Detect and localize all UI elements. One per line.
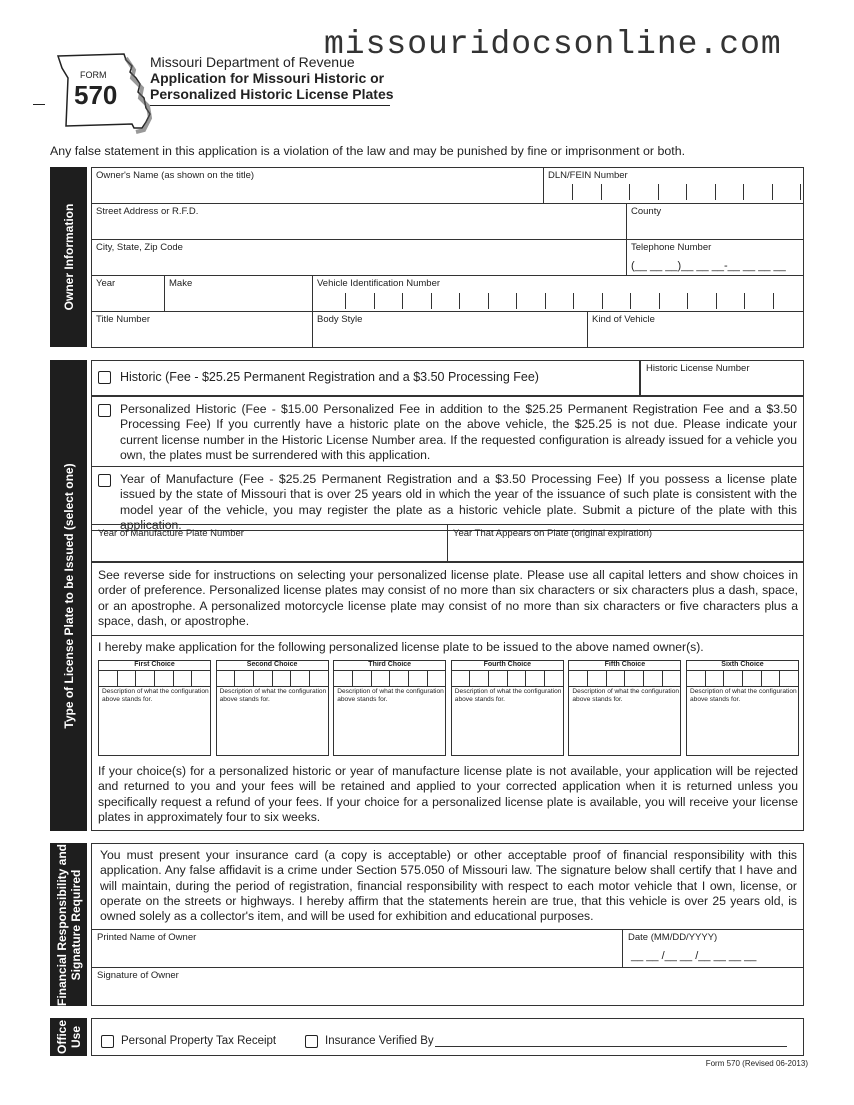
character-cell[interactable] bbox=[291, 671, 310, 686]
divider bbox=[543, 167, 544, 203]
character-cell[interactable] bbox=[390, 671, 409, 686]
plate-type-sidebar bbox=[50, 360, 87, 831]
owner-information-section bbox=[91, 167, 804, 348]
body-style-field[interactable]: Body Style bbox=[317, 314, 363, 325]
plate-type-label: Type of License Plate to be Issued (select one) bbox=[61, 462, 76, 729]
character-box-divider bbox=[630, 293, 631, 309]
page-subtitle: Personalized Historic License Plates bbox=[150, 86, 394, 102]
date-field[interactable]: Date (MM/DD/YYYY) bbox=[628, 932, 718, 943]
financial-sidebar bbox=[50, 843, 87, 1006]
date-format: __ __ /__ __ /__ __ __ __ bbox=[631, 950, 757, 962]
office-use-sidebar bbox=[50, 1018, 87, 1056]
character-box-divider bbox=[572, 184, 573, 200]
character-box-divider bbox=[658, 184, 659, 200]
character-cell[interactable] bbox=[569, 671, 588, 686]
character-box-divider bbox=[601, 184, 602, 200]
character-box-divider bbox=[545, 293, 546, 309]
vin-field[interactable]: Vehicle Identification Number bbox=[317, 278, 441, 289]
choice-heading: Third Choice bbox=[368, 661, 412, 668]
divider bbox=[91, 275, 804, 276]
personalized-historic-checkbox[interactable] bbox=[98, 404, 111, 417]
character-box-divider bbox=[629, 184, 630, 200]
tax-receipt-label: Personal Property Tax Receipt bbox=[121, 1035, 277, 1047]
character-cell[interactable] bbox=[724, 671, 743, 686]
plate-choice-box[interactable] bbox=[451, 660, 564, 756]
character-cell[interactable] bbox=[743, 671, 762, 686]
choice-description-label: Description of what the configuration above stands for. bbox=[337, 688, 444, 703]
form-revision-footer: Form 570 (Revised 06-2013) bbox=[705, 1059, 808, 1068]
divider bbox=[91, 466, 804, 467]
character-cell[interactable] bbox=[508, 671, 527, 686]
character-box-divider bbox=[773, 293, 774, 309]
county-field[interactable]: County bbox=[631, 206, 662, 217]
signature-field[interactable]: Signature of Owner bbox=[97, 970, 179, 981]
character-box-divider bbox=[716, 293, 717, 309]
character-box-divider bbox=[431, 293, 432, 309]
watermark: missouridocsonline.com bbox=[324, 26, 782, 63]
character-cell[interactable] bbox=[254, 671, 273, 686]
character-box-divider bbox=[402, 293, 403, 309]
character-cell[interactable] bbox=[428, 671, 446, 686]
character-box-divider bbox=[800, 184, 801, 200]
historic-checkbox[interactable] bbox=[98, 371, 111, 384]
character-cell[interactable] bbox=[452, 671, 471, 686]
divider bbox=[91, 635, 804, 636]
insurance-verified-checkbox[interactable] bbox=[305, 1035, 318, 1048]
choice-heading: Fourth Choice bbox=[483, 661, 532, 668]
character-box-divider bbox=[459, 293, 460, 309]
character-cell[interactable] bbox=[588, 671, 607, 686]
kind-of-vehicle-field[interactable]: Kind of Vehicle bbox=[592, 314, 655, 325]
character-cell[interactable] bbox=[625, 671, 644, 686]
choice-heading: Fifth Choice bbox=[604, 661, 646, 668]
character-cell[interactable] bbox=[273, 671, 292, 686]
historic-option-text: Historic (Fee - $25.25 Permanent Registration and a $3.50 Processing Fee) bbox=[120, 370, 539, 384]
office-use-label: Office Use bbox=[54, 1019, 83, 1055]
form-label: FORM bbox=[80, 70, 107, 80]
plate-choice-box[interactable] bbox=[568, 660, 681, 756]
choice-character-cells[interactable] bbox=[452, 670, 563, 687]
choice-description-label: Description of what the configuration above stands for. bbox=[219, 688, 327, 703]
choice-character-cells[interactable] bbox=[569, 670, 680, 687]
city-state-zip-field[interactable]: City, State, Zip Code bbox=[96, 242, 183, 253]
character-box-divider bbox=[687, 293, 688, 309]
choice-heading: First Choice bbox=[134, 661, 175, 668]
divider bbox=[626, 203, 627, 275]
character-cell[interactable] bbox=[644, 671, 663, 686]
character-cell[interactable] bbox=[217, 671, 236, 686]
divider bbox=[447, 524, 448, 562]
character-cell[interactable] bbox=[136, 671, 155, 686]
character-box-divider bbox=[743, 184, 744, 200]
character-cell[interactable] bbox=[470, 671, 489, 686]
plate-choice-box[interactable] bbox=[216, 660, 329, 756]
insurance-verified-label: Insurance Verified By bbox=[325, 1035, 434, 1047]
character-box-divider bbox=[374, 293, 375, 309]
year-of-manufacture-text: Year of Manufacture (Fee - $25.25 Permanent Registration and a $3.50 Processing Fee) If you possess a license plate issued by the state of Missouri that is over 25 years old in which the year of the issuance of such plate is consistent with the model year of the vehicle, you may register the plate as a historic vehicle plate. Submit a picture of the plate with this application. bbox=[120, 472, 797, 532]
availability-notice: If your choice(s) for a personalized historic or year of manufacture license plate is not available, your application will be rejected and returned to you and your fees will be retained and applied to your corrected application when it is returned unless you specifically request a refund of your fees. If your choice for a personalized license plate is available, you will receive your license plates in approximately four to six weeks. bbox=[98, 764, 798, 824]
character-box-divider bbox=[573, 293, 574, 309]
tax-receipt-checkbox[interactable] bbox=[101, 1035, 114, 1048]
character-cell[interactable] bbox=[334, 671, 353, 686]
application-statement: I hereby make application for the following personalized license plate to be issued to the above named owner(s). bbox=[98, 640, 704, 654]
character-cell[interactable] bbox=[372, 671, 391, 686]
character-cell[interactable] bbox=[174, 671, 193, 686]
plate-instructions: See reverse side for instructions on selecting your personalized license plate. Please use all capital letters and show choices in order of preference. Personalized license plates may consist of no more than six characters or six characters plus a dash, space, or an apostrophe. A personalized motorcycle license plate may consist of no more than six characters or five characters plus a space, dash, or apostrophe. bbox=[98, 568, 798, 628]
divider bbox=[91, 203, 804, 204]
make-field[interactable]: Make bbox=[169, 278, 193, 289]
character-cell[interactable] bbox=[489, 671, 508, 686]
character-box-divider bbox=[772, 184, 773, 200]
false-statement-warning: Any false statement in this application is a violation of the law and may be punished by fine or imprisonment or both. bbox=[50, 144, 686, 158]
plate-choice-box[interactable] bbox=[686, 660, 799, 756]
character-cell[interactable] bbox=[99, 671, 118, 686]
financial-responsibility-text: You must present your insurance card (a copy is acceptable) or other acceptable proof of financial responsibility with this application. Any false affidavit is a crime under Section 575.050 of Missouri law. The signature below shall certify that I have and will maintain, during the period of registration, financial responsibility with respect to each motor vehicle that I own, license, or operate on the streets or highways. I hereby affirm that the statements herein are true, that this vehicle is over 25 years old, is owned solely as a collector's item, and will be used for exhibition and educational purposes. bbox=[100, 848, 797, 924]
title-rule bbox=[150, 105, 390, 106]
character-cell[interactable] bbox=[545, 671, 563, 686]
character-box-divider bbox=[602, 293, 603, 309]
divider bbox=[91, 967, 804, 968]
department-name: Missouri Department of Revenue bbox=[150, 54, 355, 70]
divider bbox=[622, 929, 623, 967]
character-cell[interactable] bbox=[235, 671, 254, 686]
plate-choice-box[interactable] bbox=[333, 660, 446, 756]
owner-name-field[interactable]: Owner's Name (as shown on the title) bbox=[96, 170, 255, 181]
mfr-plate-number-field[interactable]: Year of Manufacture Plate Number bbox=[98, 528, 244, 539]
character-cell[interactable] bbox=[192, 671, 210, 686]
choice-character-cells[interactable] bbox=[334, 670, 445, 687]
character-cell[interactable] bbox=[663, 671, 681, 686]
character-cell[interactable] bbox=[155, 671, 174, 686]
printed-name-field[interactable]: Printed Name of Owner bbox=[97, 932, 197, 943]
character-cell[interactable] bbox=[780, 671, 798, 686]
title-number-field[interactable]: Title Number bbox=[96, 314, 151, 325]
divider bbox=[312, 275, 313, 348]
divider bbox=[91, 311, 804, 312]
dln-fein-field[interactable]: DLN/FEIN Number bbox=[548, 170, 628, 181]
character-box-divider bbox=[659, 293, 660, 309]
divider bbox=[91, 239, 804, 240]
character-cell[interactable] bbox=[706, 671, 725, 686]
choice-character-cells[interactable] bbox=[217, 670, 328, 687]
choice-heading: Sixth Choice bbox=[721, 661, 764, 668]
choice-description-label: Description of what the configuration above stands for. bbox=[102, 688, 209, 703]
divider bbox=[33, 104, 45, 105]
character-box-divider bbox=[516, 293, 517, 309]
street-address-field[interactable]: Street Address or R.F.D. bbox=[96, 206, 199, 217]
character-box-divider bbox=[715, 184, 716, 200]
character-cell[interactable] bbox=[409, 671, 428, 686]
owner-information-label: Owner Information bbox=[61, 203, 76, 311]
plate-choice-box[interactable] bbox=[98, 660, 211, 756]
choice-character-cells[interactable] bbox=[687, 670, 798, 687]
character-box-divider bbox=[686, 184, 687, 200]
insurance-verified-line[interactable] bbox=[435, 1046, 787, 1047]
telephone-format: (__ __ __)__ __ __-__ __ __ __ bbox=[631, 260, 786, 272]
choice-character-cells[interactable] bbox=[99, 670, 210, 687]
character-cell[interactable] bbox=[310, 671, 328, 686]
divider bbox=[91, 929, 804, 930]
character-cell[interactable] bbox=[762, 671, 781, 686]
form-number: 570 bbox=[74, 80, 118, 110]
character-cell[interactable] bbox=[526, 671, 545, 686]
page-title: Application for Missouri Historic or bbox=[150, 70, 385, 86]
character-cell[interactable] bbox=[687, 671, 706, 686]
divider bbox=[587, 311, 588, 348]
choice-description-label: Description of what the configuration above stands for. bbox=[572, 688, 680, 703]
telephone-field[interactable]: Telephone Number bbox=[631, 242, 712, 253]
character-box-divider bbox=[345, 293, 346, 309]
choice-description-label: Description of what the configuration above stands for. bbox=[690, 688, 797, 703]
character-cell[interactable] bbox=[607, 671, 626, 686]
character-cell[interactable] bbox=[353, 671, 372, 686]
year-field[interactable]: Year bbox=[96, 278, 116, 289]
character-cell[interactable] bbox=[118, 671, 137, 686]
historic-license-number-label: Historic License Number bbox=[646, 363, 750, 374]
year-of-manufacture-checkbox[interactable] bbox=[98, 474, 111, 487]
personalized-historic-text: Personalized Historic (Fee - $15.00 Personalized Fee in addition to the $25.25 Permanent Registration Fee and a $3.50 Processing Fee) If you currently have a historic plate on the above vehicle, the $25.25 is not due. Please indicate your current license number in the Historic License Number area. If the requested configuration is already issued for a vehicle you own, the plates must be surrendered with this application. bbox=[120, 402, 797, 462]
character-box-divider bbox=[488, 293, 489, 309]
owner-information-sidebar bbox=[50, 167, 87, 347]
choice-heading: Second Choice bbox=[246, 661, 298, 668]
financial-label: Financial Responsibility and Signature Required bbox=[54, 843, 83, 1006]
divider bbox=[164, 275, 165, 311]
character-box-divider bbox=[744, 293, 745, 309]
choice-description-label: Description of what the configuration above stands for. bbox=[454, 688, 562, 703]
year-on-plate-field[interactable]: Year That Appears on Plate (original expiration) bbox=[453, 528, 653, 539]
